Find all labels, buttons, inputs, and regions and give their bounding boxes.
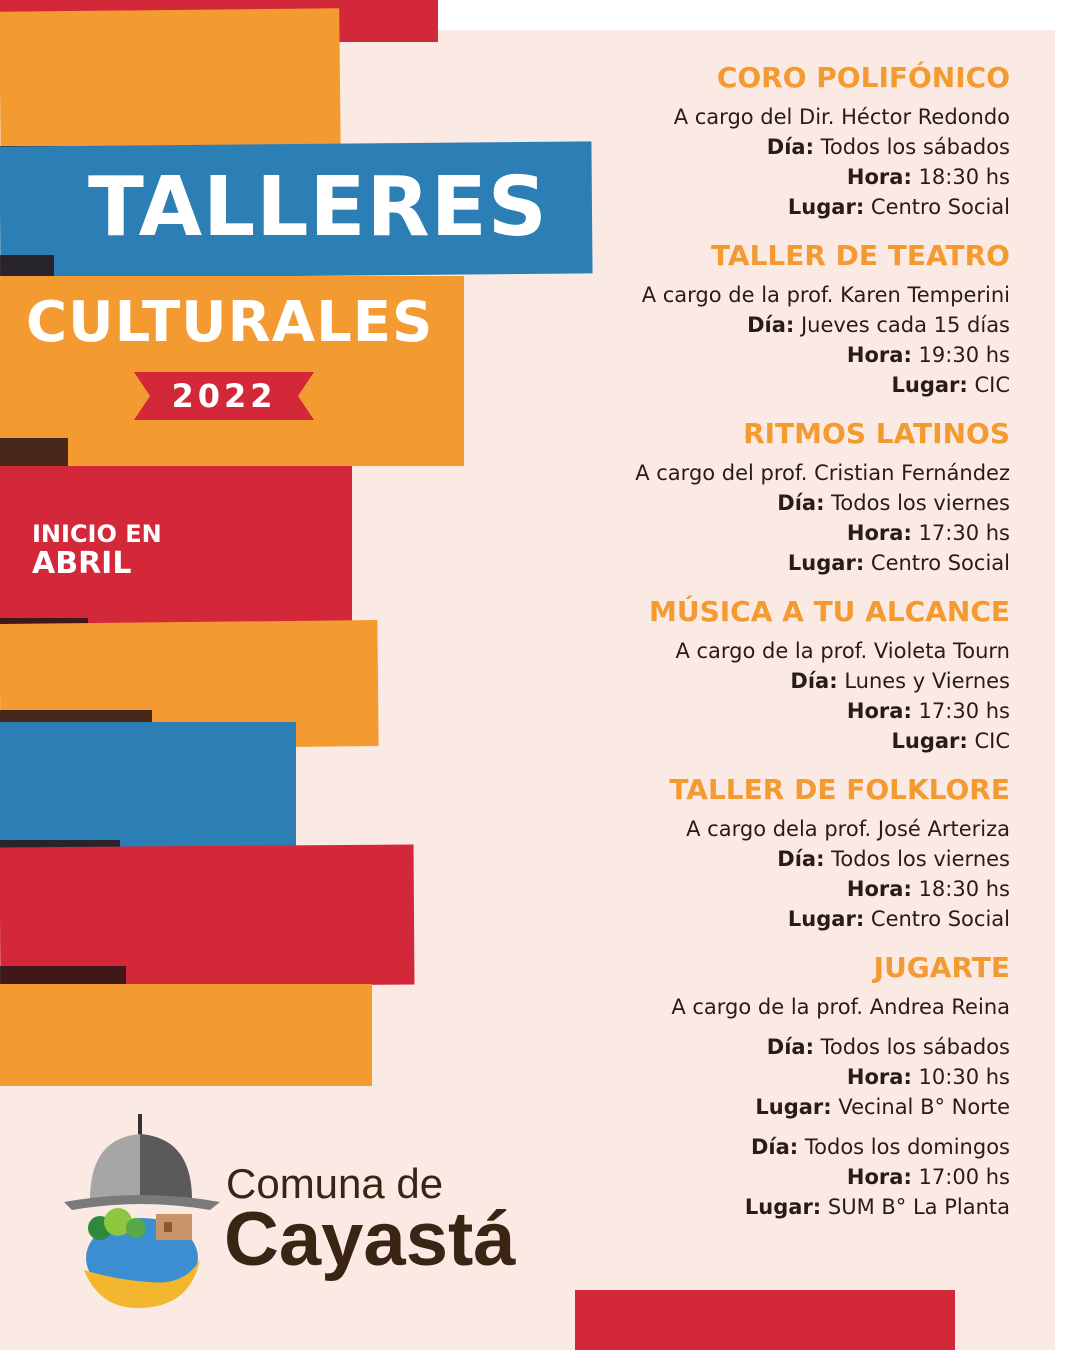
hour-label: Hora: — [846, 877, 912, 901]
place-label: Lugar: — [744, 1195, 822, 1219]
hour-label: Hora: — [846, 343, 912, 367]
day-value: Todos los domingos — [804, 1135, 1010, 1159]
hour-value: 10:30 hs — [918, 1065, 1010, 1089]
workshop-hour — [490, 518, 1010, 548]
day-label: Día: — [747, 313, 795, 337]
workshop-day-2 — [490, 1132, 1010, 1162]
workshop-day — [490, 844, 1010, 874]
workshop-place — [490, 192, 1010, 222]
workshop-title: TALLER DE FOLKLORE — [669, 773, 1010, 806]
hour-label: Hora: — [846, 521, 912, 545]
day-label: Día: — [790, 669, 838, 693]
day-value: Jueves cada 15 días — [800, 313, 1010, 337]
day-label: Día: — [751, 1135, 799, 1159]
place-value: SUM B° La Planta — [827, 1195, 1010, 1219]
place-value: Vecinal B° Norte — [838, 1095, 1010, 1119]
place-value: Centro Social — [870, 195, 1010, 219]
workshop-teacher: A cargo del Dir. Héctor Redondo — [673, 105, 1010, 129]
workshop-hour — [490, 696, 1010, 726]
place-label: Lugar: — [755, 1095, 832, 1119]
workshop-teacher: A cargo dela prof. José Arteriza — [686, 817, 1010, 841]
workshop-teacher: A cargo de la prof. Karen Temperini — [641, 283, 1010, 307]
day-value: Todos los viernes — [831, 847, 1010, 871]
hour-value: 17:00 hs — [918, 1165, 1010, 1189]
day-value: Todos los viernes — [831, 491, 1010, 515]
decor-block — [0, 984, 372, 1086]
hour-label: Hora: — [846, 699, 912, 723]
place-value: CIC — [974, 729, 1010, 753]
workshop-item — [490, 60, 1010, 222]
workshop-day — [490, 1032, 1010, 1062]
brand-line-2: Cayastá — [224, 1197, 516, 1282]
place-label: Lugar: — [891, 373, 968, 397]
day-value: Todos los sábados — [820, 135, 1010, 159]
title-culturales: CULTURALES — [26, 290, 434, 355]
hour-label: Hora: — [846, 1165, 912, 1189]
place-value: Centro Social — [870, 907, 1010, 931]
workshop-title: MÚSICA A TU ALCANCE — [649, 595, 1010, 628]
workshop-item — [490, 950, 1010, 1222]
workshop-day — [490, 666, 1010, 696]
workshop-item — [490, 772, 1010, 934]
workshop-place — [490, 370, 1010, 400]
workshop-teacher: A cargo de la prof. Andrea Reina — [671, 995, 1010, 1019]
place-value: Centro Social — [870, 551, 1010, 575]
workshop-list — [490, 60, 1010, 1238]
workshop-title: TALLER DE TEATRO — [710, 239, 1010, 272]
workshop-hour — [490, 162, 1010, 192]
hour-value: 19:30 hs — [918, 343, 1010, 367]
year-label: 2022 — [171, 377, 277, 415]
place-label: Lugar: — [787, 195, 865, 219]
workshop-place-2 — [490, 1192, 1010, 1222]
hour-label: Hora: — [846, 1065, 912, 1089]
place-label: Lugar: — [787, 551, 865, 575]
workshop-title: CORO POLIFÓNICO — [716, 61, 1010, 94]
hour-value: 18:30 hs — [918, 165, 1010, 189]
workshop-day — [490, 132, 1010, 162]
workshop-place — [490, 548, 1010, 578]
day-label: Día: — [766, 1035, 814, 1059]
place-label: Lugar: — [891, 729, 968, 753]
workshop-hour-2 — [490, 1162, 1010, 1192]
workshop-hour — [490, 874, 1010, 904]
decor-block — [0, 8, 341, 162]
workshop-place — [490, 726, 1010, 756]
workshop-item — [490, 416, 1010, 578]
day-label: Día: — [766, 135, 814, 159]
start-label: INICIO EN — [32, 520, 162, 548]
hour-value: 18:30 hs — [918, 877, 1010, 901]
workshop-day — [490, 488, 1010, 518]
day-label: Día: — [777, 491, 825, 515]
workshop-place — [490, 904, 1010, 934]
title-talleres: TALLERES — [88, 160, 548, 255]
workshop-teacher: A cargo de la prof. Violeta Tourn — [675, 639, 1010, 663]
workshop-hour — [490, 1062, 1010, 1092]
place-value: CIC — [974, 373, 1010, 397]
workshop-item — [490, 238, 1010, 400]
workshop-day — [490, 310, 1010, 340]
hour-value: 17:30 hs — [918, 699, 1010, 723]
cayasta-helmet-logo-icon — [60, 1110, 240, 1315]
workshop-item — [490, 594, 1010, 756]
workshop-place — [490, 1092, 1010, 1122]
day-value: Todos los sábados — [820, 1035, 1010, 1059]
brand-line-1: Comuna de — [226, 1160, 444, 1207]
workshop-teacher: A cargo del prof. Cristian Fernández — [635, 461, 1010, 485]
hour-value: 17:30 hs — [918, 521, 1010, 545]
decor-block — [575, 1290, 955, 1350]
workshop-title: RITMOS LATINOS — [743, 417, 1010, 450]
day-label: Día: — [777, 847, 825, 871]
hour-label: Hora: — [846, 165, 912, 189]
day-value: Lunes y Viernes — [844, 669, 1010, 693]
start-month: ABRIL — [32, 546, 132, 581]
place-label: Lugar: — [787, 907, 865, 931]
workshop-hour — [490, 340, 1010, 370]
workshop-title: JUGARTE — [873, 951, 1010, 984]
